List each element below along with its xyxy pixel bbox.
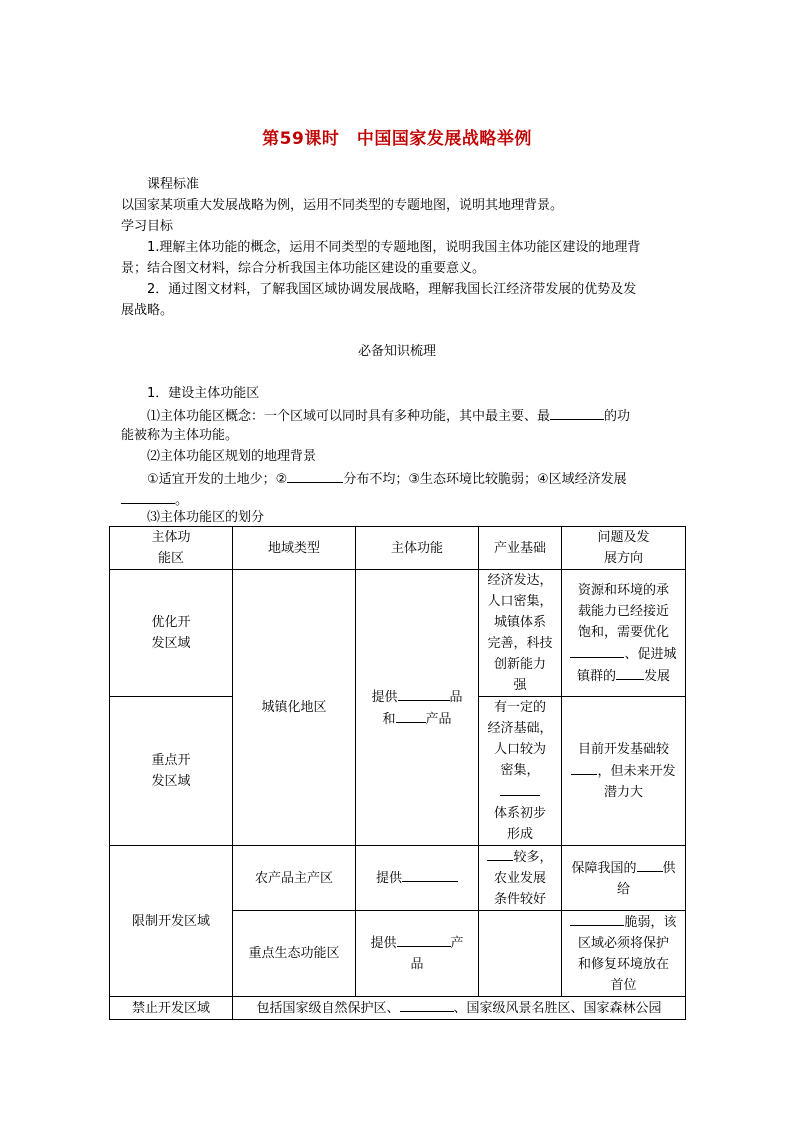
blank-field[interactable] <box>287 468 343 483</box>
cell-text: 目前开发基础较 <box>577 742 669 757</box>
blank-field[interactable] <box>402 867 458 882</box>
blank-field[interactable] <box>500 781 540 796</box>
division-heading: ⑶主体功能区的划分 <box>147 510 265 525</box>
cell-text: 品 <box>449 689 463 705</box>
cell-text: 较多， <box>513 850 553 865</box>
background-line <box>147 468 627 490</box>
concept-text-c: 能被称为主体功能。 <box>121 428 239 443</box>
cell-text: 提供 <box>375 871 402 886</box>
function-zone-table <box>109 526 686 1020</box>
optimized-direction <box>562 570 686 697</box>
background-text-a: ①适宜开发的土地少；② <box>147 472 288 487</box>
blank-field[interactable] <box>637 857 663 872</box>
agri-industry-base <box>479 846 562 911</box>
key-direction <box>562 697 686 846</box>
blank-field[interactable] <box>571 760 597 775</box>
cell-text: 脆弱，该 <box>624 915 677 930</box>
table-header: 产业基础 <box>479 527 562 570</box>
agri-main-function <box>356 846 479 911</box>
eco-main-function <box>356 911 479 997</box>
cell-text: 区域必须将保护 和修复环境放在 首位 <box>577 936 669 993</box>
blank-field[interactable] <box>397 932 451 947</box>
blank-field[interactable] <box>616 665 644 680</box>
cell-text: 提供 <box>370 936 397 951</box>
cell-text: 产 <box>450 936 464 951</box>
cell-text: 镇群的 <box>576 668 616 684</box>
optimized-industry-base: 经济发达， 人口密集， 城镇体系 完善，科技 创新能力 强 <box>479 570 562 697</box>
table-header: 地域类型 <box>233 527 356 570</box>
objective-1-line-2: 景；结合图文材料，综合分析我国主体功能区建设的重要意义。 <box>121 261 486 276</box>
concept-text-b: 的功 <box>604 409 631 424</box>
cell-text: 和 <box>382 711 396 727</box>
cell-text: 提供 <box>371 689 398 705</box>
agri-direction <box>562 846 686 911</box>
region-type-urban: 城镇化地区 <box>233 570 356 846</box>
zone-prohibited: 禁止开发区域 <box>110 997 233 1020</box>
concept-line <box>147 405 630 427</box>
knowledge-point-1: 1．建设主体功能区 <box>147 386 260 401</box>
key-industry-base <box>479 697 562 846</box>
table-header: 主体功 能区 <box>110 527 233 570</box>
cell-text: 体系初步 形成 <box>493 806 546 842</box>
cell-text: 潜力大 <box>603 785 643 800</box>
blank-field[interactable] <box>550 405 604 420</box>
zone-optimized: 优化开 发区域 <box>110 570 233 697</box>
table-row <box>110 997 686 1020</box>
prohibited-includes <box>233 997 686 1020</box>
zone-restricted: 限制开发区域 <box>110 846 233 997</box>
cell-text: 保障我国的 <box>571 860 637 876</box>
background-heading: ⑵主体功能区规划的地理背景 <box>147 449 317 464</box>
cell-text: 、国家级风景名胜区、国家森林公园 <box>453 1001 662 1016</box>
cell-text: 给 <box>616 881 630 897</box>
cell-text: 包括国家级自然保护区、 <box>256 1001 400 1016</box>
objective-2-line-2: 展战略。 <box>121 303 174 318</box>
eco-direction <box>562 911 686 997</box>
table-header: 主体功能 <box>356 527 479 570</box>
section-heading: 必备知识梳理 <box>357 344 436 359</box>
region-type-ecological: 重点生态功能区 <box>233 911 356 997</box>
objectives-heading: 学习目标 <box>121 219 174 234</box>
page-title: 第59课时 中国国家发展战略举例 <box>262 129 532 149</box>
zone-key-development: 重点开 发区域 <box>110 697 233 846</box>
blank-field[interactable] <box>396 708 426 723</box>
eco-industry-base <box>479 911 562 997</box>
blank-field[interactable] <box>121 489 175 504</box>
blank-field[interactable] <box>487 846 513 861</box>
table-row <box>110 570 686 697</box>
standard-text: 以国家某项重大发展战略为例，运用不同类型的专题地图，说明其地理背景。 <box>121 198 564 213</box>
blank-field[interactable] <box>570 643 624 658</box>
standard-heading: 课程标准 <box>147 177 200 192</box>
objective-1-line-1: 1.理解主体功能的概念，运用不同类型的专题地图，说明我国主体功能区建设的地理背 <box>147 240 641 255</box>
background-text-c: 。 <box>175 493 189 508</box>
region-type-agricultural: 农产品主产区 <box>233 846 356 911</box>
blank-field[interactable] <box>398 686 450 701</box>
objective-2-line-1: 2．通过图文材料，了解我国区域协调发展战略，理解我国长江经济带发展的优势及发 <box>147 282 637 297</box>
background-text-b: 分布不均；③生态环境比较脆弱；④区域经济发展 <box>343 472 627 487</box>
blank-field[interactable] <box>570 911 624 926</box>
cell-text: 产品 <box>425 711 452 727</box>
cell-text: 资源和环境的承 载能力已经接近 饱和，需要优化 <box>577 582 669 640</box>
urban-main-function <box>356 570 479 846</box>
table-row <box>110 846 686 911</box>
table-header: 问题及发 展方向 <box>562 527 686 570</box>
cell-text: 有一定的 经济基础， 人口较为 密集， <box>487 700 553 778</box>
cell-text: 、促进城 <box>624 646 677 662</box>
cell-text: 发展 <box>644 668 671 684</box>
cell-text: ，但未来开发 <box>597 764 676 779</box>
blank-field[interactable] <box>400 997 454 1012</box>
concept-text-a: ⑴主体功能区概念：一个区域可以同时具有多种功能，其中最主要、最 <box>147 409 551 424</box>
cell-text: 品 <box>410 957 424 972</box>
cell-text: 农业发展 条件较好 <box>493 871 546 907</box>
table-header-row <box>110 527 686 570</box>
cell-text: 供 <box>662 860 676 876</box>
